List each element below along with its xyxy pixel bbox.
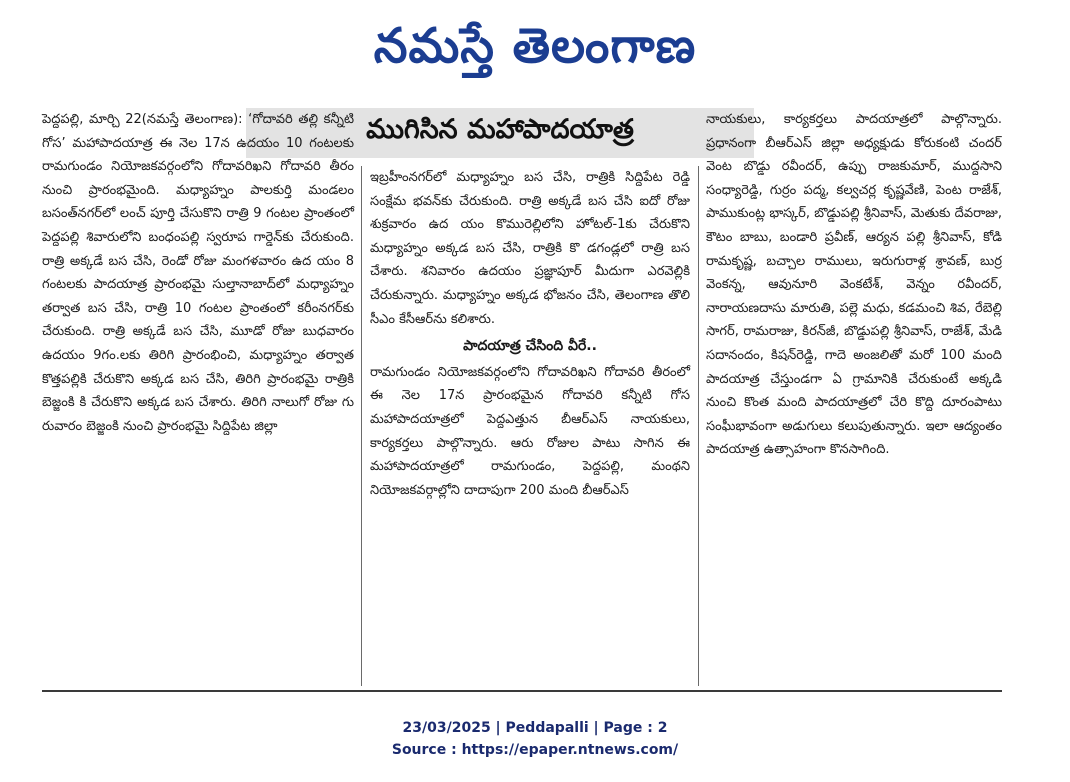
article-subhead: పాదయాత్ర చేసింది వీరే..: [463, 338, 597, 355]
footer-rule: [42, 690, 1002, 692]
article-column-3: [706, 108, 1002, 462]
column-divider-1: [361, 166, 362, 686]
article-headline: ముగిసిన మహాపాదయాత్ర: [366, 114, 634, 145]
footer-date-line: 23/03/2025 | Peddapalli | Page : 2: [402, 720, 668, 736]
column-divider-2: [698, 166, 699, 686]
column-2-text-b: రామగుండం నియోజకవర్గంలోని గోదావరిఖని గోదావరి తీరంలో ఈ నెల 17న ప్రారంభమైన గోదావరి కన్నీటి గోస మహాపాదయాత్రలో పెద్దఎత్తున బీఆర్‌ఎస్ నాయకులు, కార్యకర్తలు పాల్గొన్నారు. ఆరు రోజుల పాటు సాగిన ఈ మహాపాదయాత్రలో రామగుండం, పెద్దపల్లి, మంథని నియోజకవర్గాల్లోని దాదాపుగా 200 మంది బీఆర్‌ఎస్: [370, 364, 690, 498]
column-2-text-a: ఇబ్రహీంనగర్‌లో మధ్యాహ్నం బస చేసి, రాత్రికి సిద్దిపేట రెడ్డి సంక్షేమ భవన్‌కు చేరుకుంది. రాత్రి అక్కడే బస చేసి ఐదో రోజు శుక్రవారం ఉద యం కొమురెల్లిలోని హోటల్-1కు చేరుకొని మధ్యాహ్నం అక్కడ బస చేసి, రాత్రికి కొ డగండ్లలో రాత్రి బస చేశారు. శనివారం ఉదయం ప్రజ్ఞాపూర్ మీదుగా ఎరవెల్లికి చేరుకున్నారు. మధ్యాహ్నం అక్కడ భోజనం చేసి, తెలంగాణ తొలి సీఎం కేసీఆర్‌ను కలిశారు.: [370, 170, 690, 327]
newspaper-title: నమస్తే తెలంగాణ: [373, 18, 697, 74]
column-1-text: పెద్దపల్లి, మార్చి 22(నమస్తే తెలంగాణ): ‘గోదావరి తల్లి కన్నీటి గోస’ మహాపాదయాత్ర ఈ నెల 17న ఉదయం 10 గంటలకు రామగుండం నియోజకవర్గంలోని గోదావరిఖని గోదావరి తీరం నుంచి ప్రారంభమైంది. మధ్యాహ్నం పాలకుర్తి మండలం బసంత్‌నగర్‌లో లంచ్ పూర్తి చేసుకొని రాత్రి 9 గంటల ప్రాంతంలో పెద్దపల్లి శివారులోని బంధంపల్లి స్వరూప గార్డెన్‌కు చేరుకుంది. రాత్రి అక్కడే బస చేసి, రెండో రోజు మంగళవారం ఉద యం 8 గంటలకు పాదయాత్ర ప్రారంభమై సుల్తానాబాద్‌లో మధ్యాహ్నం తర్వాత బస చేసి, రాత్రి 10 గంటల ప్రాంతంలో కరీంనగర్‌కు చేరుకుంది. రాత్రి అక్కడే బస చేసి, మూడో రోజు బుధవారం ఉదయం 9గం.లకు తిరిగి ప్రారంభించి, మధ్యాహ్నం తర్వాత కొత్తపల్లికి చేరుకొని అక్కడ బస చేసి, తిరిగి ప్రారంభమై రాత్రికి బెజ్జంకి కి చేరుకొని అక్కడ బస చేశారు. తిరిగి నాలుగో రోజు గు రువారం బెజ్జంకి నుంచి ప్రారంభమై సిద్దిపేట జిల్లా: [42, 112, 354, 434]
article-column-2: [370, 166, 690, 502]
column-3-text: నాయకులు, కార్యకర్తలు పాదయాత్రలో పాల్గొన్నారు. ప్రధానంగా బీఆర్‌ఎస్ జిల్లా అధ్యక్షుడు కోరుకంటి చందర్ వెంట బొడ్డు రవీందర్, ఉప్పు రాజకుమార్, ముద్దసాని సంధ్యారెడ్డి, గుర్రం పద్మ, కల్వచర్ల కృష్ణవేణి, పెంట రాజేశ్, పాముకుంట్ల భాస్కర్, బొడ్డుపల్లి శ్రీనివాస్, మెతుకు దేవరాజు, కౌటం బాబు, బండారి ప్రవీణ్, ఆర్యన పల్లి శ్రీనివాస్, కోడి రామకృష్ణ, బచ్చాల రాములు, ఇరుగురాళ్ల శ్రావణ్, బుర్ర వెంకన్న, ఆవునూరి వెంకటేశ్, వెన్నం రవీందర్, నారాయణదాసు మారుతి, పల్లె మధు, కడమంచి శివ, రేబెల్లి సాగర్, రామరాజు, కిరన్‌జీ, బొడ్డుపల్లి శ్రీనివాస్, రాజేశ్, మేడి సదానందం, కిషన్‌రెడ్డి, గాదె అంజలితో మరో 100 మంది పాదయాత్ర చేస్తుండగా ఏ గ్రామానికి చేరుకుంటే అక్కడి నుంచి కొంత మంది పాదయాత్రలో చేరి కొద్ది దూరంపాటు సంఘీభావంగా అడుగులు కలుపుతున్నారు. ఇలా ఆద్యంతం పాదయాత్ర ఉత్సాహంగా కొనసాగింది.: [706, 112, 1002, 458]
article-column-1: [42, 108, 354, 438]
footer-source-line: Source : https://epaper.ntnews.com/: [391, 742, 679, 758]
masthead: [0, 6, 1070, 86]
